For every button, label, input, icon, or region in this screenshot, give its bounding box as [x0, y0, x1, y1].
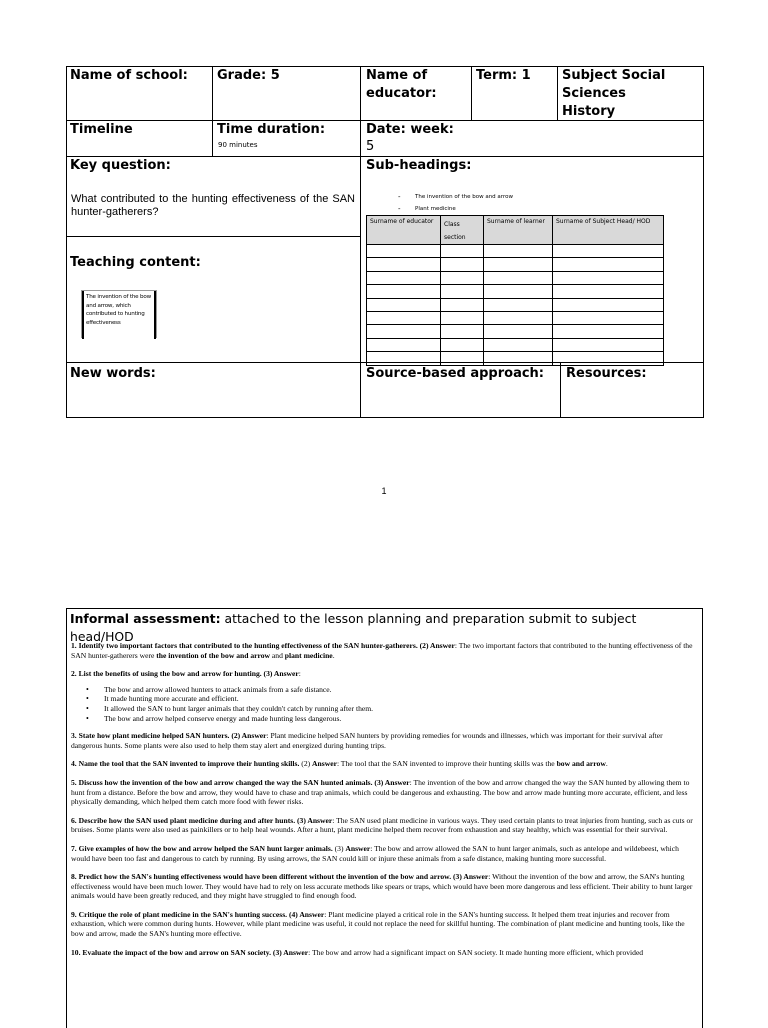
table-row [367, 258, 664, 271]
new-words-label: New words: [70, 366, 156, 381]
list-item: • It allowed the SAN to hunt larger animals that they couldn't catch by running after them. [86, 704, 695, 714]
subject-cell [557, 66, 704, 121]
assessment-questions [71, 641, 695, 966]
table-row [367, 311, 664, 324]
term-cell [471, 66, 558, 121]
table-row [367, 298, 664, 311]
subheading-item: - The invention of the bow and arrow [398, 193, 513, 201]
list-item: • It made hunting more accurate and efficient. [86, 694, 695, 704]
question-8: 8. Predict how the SAN's hunting effectiveness would have been different without the invention of the bow and arrow. (3) Answer: Without the invention of the bow and arrow, the SAN's hunting effectiveness would have been much lower. They would have had to rely on less accurate methods like spears or traps, which would have been more dangerous and less efficient. Their ability to hunt larger animals would have been greatly reduced, and they might have struggled to find enough food. [71, 872, 693, 901]
key-question-label: Key question: [70, 158, 171, 173]
question-9: 9. Critique the role of plant medicine in the SAN's hunting success. (4) Answer: Plant medicine played a critical role in the SAN's hunting success. It helped them treat injuries and recover from exhaustion, which were common during hunts. However, while plant medicine was useful, it could not replace the need for skillful hunting. The combination of plant medicine and hunting tools, like the bow and arrow, made the SAN's hunting more effective. [71, 909, 685, 939]
signature-table-header [367, 216, 664, 245]
header-class-section: Class section [441, 216, 484, 245]
assessment-box [66, 608, 703, 1028]
school-label: Name of school: [70, 68, 188, 83]
grade-cell [212, 66, 361, 121]
assessment-title: Informal assessment: attached to the lesson planning and preparation submit to subject head/HOD [70, 611, 637, 644]
key-question-cell [66, 156, 361, 237]
term-label: Term: 1 [476, 68, 531, 83]
signature-table [366, 215, 664, 366]
question-7: 7. Give examples of how the bow and arrow helped the SAN hunt larger animals. (3) Answer: The bow and arrow allowed the SAN to hunt larger animals, such as antelope and wildebeest, which would have been too fast and dangerous to catch by running. By using arrows, the SAN could kill or injure these animals from a safe distance, making hunting more successful. [71, 843, 679, 863]
grade-label: Grade: 5 [217, 68, 280, 83]
teaching-content-label: Teaching content: [70, 255, 201, 270]
header-surname-hod: Surname of Subject Head/ HOD [553, 216, 664, 245]
subheadings-list [398, 191, 648, 215]
table-row [367, 338, 664, 351]
table-row [367, 245, 664, 258]
date-label: Date: week: [366, 122, 454, 137]
question-10: 10. Evaluate the impact of the bow and arrow on SAN society. (3) Answer: The bow and arrow had a significant impact on SAN society. It made hunting more efficient, which provided [71, 947, 644, 957]
page-number: 1 [381, 486, 387, 496]
teaching-content-text: The invention of the bow and arrow, which contributed to hunting effectiveness [86, 294, 151, 326]
table-row [367, 271, 664, 284]
new-words-cell [66, 362, 361, 418]
teaching-content-box [81, 290, 157, 338]
question-6: 6. Describe how the SAN used plant medicine during and after hunts. (3) Answer: The SAN used plant medicine in various ways. They used certain plants to treat injuries from hunting, such as cuts or bruises. Some plants were also used as painkillers or to help heal wounds. After a hunt, plant medicine helped them recover from exhaustion and stay healthy, which was essential for their survival. [71, 815, 693, 835]
school-cell [66, 66, 213, 121]
timeline-cell [66, 120, 213, 157]
question-5: 5. Discuss how the invention of the bow and arrow changed the way the SAN hunted animals. (3) Answer: The invention of the bow and arrow changed the way the SAN hunted by allowing them to hunt from a distance. Before the bow and arrow, they would have to chase and trap animals, which could be dangerous and exhausting. The bow and arrow made hunting more accurate, efficient, and less physically demanding, which helped them catch more food with fewer risks. [71, 777, 690, 807]
table-row [367, 325, 664, 338]
table-row [367, 285, 664, 298]
duration-cell [212, 120, 361, 157]
date-value: 5 [366, 139, 375, 154]
source-cell [360, 362, 561, 418]
duration-label: Time duration: [217, 122, 326, 137]
question-3: 3. State how plant medicine helped SAN hunters. (2) Answer: Plant medicine helped SAN hunters by providing remedies for wounds and illnesses, which was important for their survival after dangerous hunts. Some plants were also used to help them stay alert and energized during hunting trips. [71, 731, 663, 750]
subheading-item: - Plant medicine [398, 205, 456, 213]
key-question-text: What contributed to the hunting effectiveness of the SAN hunter-gatherers? [71, 193, 355, 218]
source-label: Source-based approach: [366, 366, 545, 381]
resources-cell [560, 362, 704, 418]
educator-cell [360, 66, 472, 121]
question-1: 1. Identify two important factors that contributed to the hunting effectiveness of the SAN hunter-gatherers. (2) Answer: The two important factors that contributed to the hunting effectiveness of the SAN hunter-gatherers were the invention of the bow and arrow and plant medicine. [71, 641, 693, 660]
question-4: 4. Name the tool that the SAN invented to improve their hunting skills. (2) Answer: The tool that the SAN invented to improve their hunting skills was the bow and arrow. [71, 759, 608, 769]
list-item: • The bow and arrow helped conserve energy and made hunting less dangerous. [86, 714, 695, 724]
header-surname-educator: Surname of educator [367, 216, 441, 245]
subheadings-label: Sub-headings: [366, 158, 472, 173]
resources-label: Resources: [566, 366, 647, 381]
timeline-label: Timeline [70, 122, 133, 137]
subject-label: Subject Social Sciences History [562, 68, 666, 119]
educator-label: Name of educator: [366, 68, 437, 101]
teaching-content-cell [66, 236, 361, 363]
table-row [367, 352, 664, 365]
list-item: • The bow and arrow allowed hunters to attack animals from a safe distance. [86, 685, 695, 695]
header-surname-learner: Surname of learner [484, 216, 553, 245]
duration-value: 90 minutes [218, 141, 258, 149]
date-cell [360, 120, 704, 157]
question-2: 2. List the benefits of using the bow and arrow for hunting. (3) Answer: [71, 669, 301, 679]
question-2-list [86, 685, 695, 723]
